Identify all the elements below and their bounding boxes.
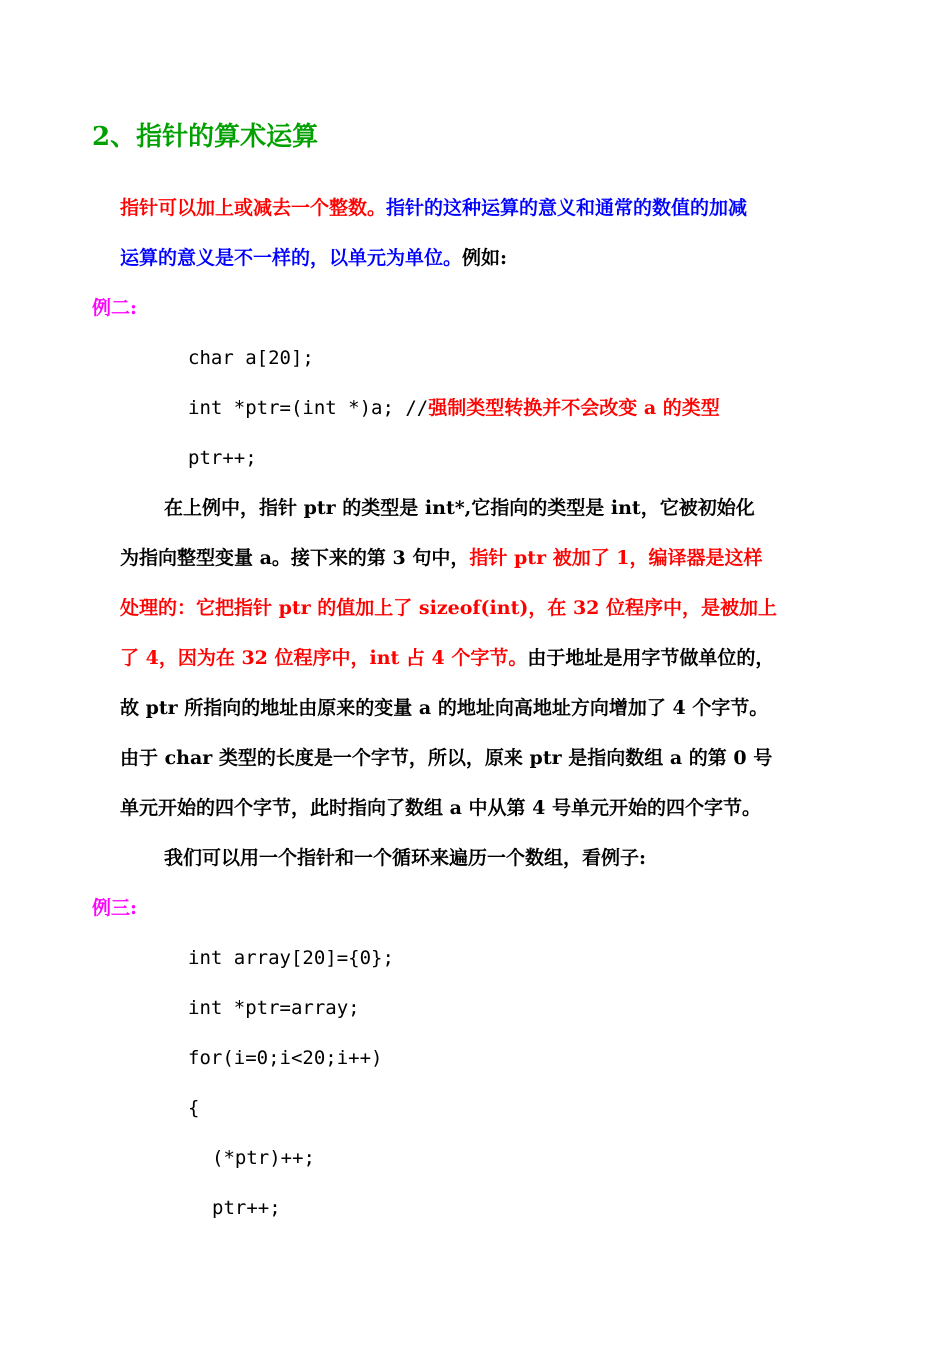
para-2: 我们可以用一个指针和一个循环来遍历一个数组，看例子: [164, 847, 647, 869]
para-1-line-2 [120, 544, 763, 572]
example-2-label: 例二: [92, 297, 138, 319]
intro-line-1 [120, 194, 747, 222]
example-2-code-line-2 [188, 394, 720, 422]
para-1-red-text: 指针 ptr 被加了 1，编译器是这样 [469, 547, 763, 569]
intro-black-text: 例如: [462, 247, 508, 269]
section-heading: 2、指针的算术运算 [92, 122, 319, 152]
para-1-black-text-2: 由于地址是用字节做单位的， [527, 647, 775, 669]
example-3-code-line-1: int array[20]={0}; [188, 947, 394, 969]
example-3-label: 例三: [92, 897, 138, 919]
example-3-code-line-6: ptr++; [212, 1197, 281, 1219]
example-2-code-line-3: ptr++; [188, 447, 257, 469]
example-2-code-line-1: char a[20]; [188, 347, 314, 369]
example-3-code-line-2: int *ptr=array; [188, 997, 360, 1019]
para-1-red-text-2: 了 4，因为在 32 位程序中，int 占 4 个字节。 [120, 647, 528, 669]
para-1-black-text: 为指向整型变量 a。接下来的第 3 句中， [120, 547, 470, 569]
intro-blue-text: 指针的这种运算的意义和通常的数值的加减 [386, 197, 748, 219]
example-3-code-line-4: { [188, 1097, 200, 1119]
example-3-code-line-3: for(i=0;i<20;i++) [188, 1047, 383, 1069]
example-2-code-comment: 强制类型转换并不会改变 a 的类型 [428, 397, 720, 419]
intro-red-text: 指针可以加上或减去一个整数。 [120, 197, 387, 219]
para-1-line-6: 由于 char 类型的长度是一个字节，所以，原来 ptr 是指向数组 a 的第 0 号 [120, 747, 773, 769]
para-1-line-5: 故 ptr 所指向的地址由原来的变量 a 的地址向高地址方向增加了 4 个字节。 [120, 697, 769, 719]
intro-line-2 [120, 244, 507, 272]
para-1-line-7: 单元开始的四个字节，此时指向了数组 a 中从第 4 号单元开始的四个字节。 [120, 797, 761, 819]
intro-blue-text-2: 运算的意义是不一样的，以单元为单位。 [120, 247, 463, 269]
example-2-code-text: int *ptr=(int *)a; // [188, 397, 429, 419]
para-1-line-1: 在上例中，指针 ptr 的类型是 int*,它指向的类型是 int，它被初始化 [164, 497, 755, 519]
para-1-line-3: 处理的：它把指针 ptr 的值加上了 sizeof(int)，在 32 位程序中，是被加上 [120, 597, 778, 619]
para-1-line-4 [120, 644, 774, 672]
example-3-code-line-5: (*ptr)++; [212, 1147, 315, 1169]
